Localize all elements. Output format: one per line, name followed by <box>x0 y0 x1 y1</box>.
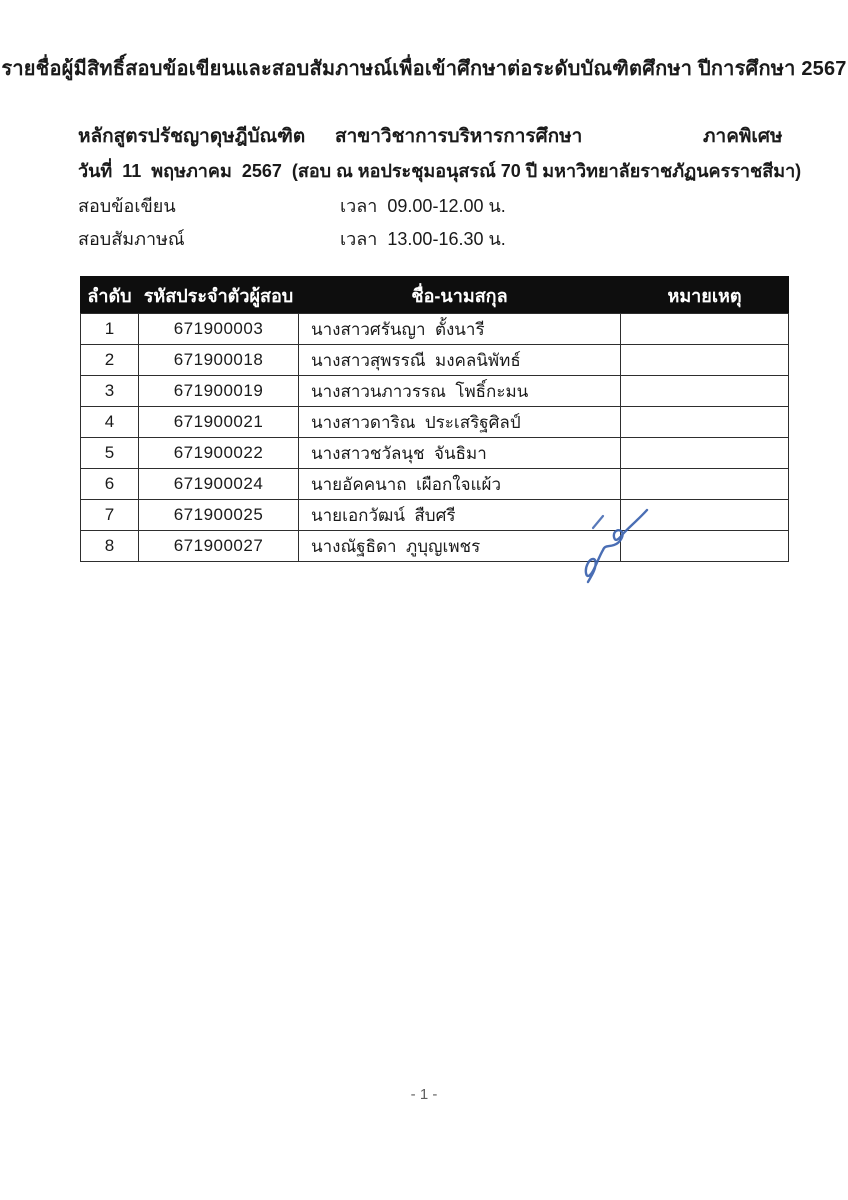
session-type: ภาคพิเศษ <box>703 126 783 147</box>
table-row <box>81 407 789 438</box>
course-line <box>0 121 848 147</box>
examinee-id: 671900027 <box>139 531 299 562</box>
row-number: 6 <box>81 469 139 500</box>
row-number: 7 <box>81 500 139 531</box>
header-no: ลำดับ <box>81 277 139 314</box>
written-exam-line <box>0 191 848 215</box>
examinee-name: นางสาวชวัลนุช จันธิมา <box>299 438 621 469</box>
note-cell <box>621 500 789 531</box>
examinee-name: นายเอกวัฒน์ สืบศรี <box>299 500 621 531</box>
table-row <box>81 438 789 469</box>
table-row <box>81 531 789 562</box>
header-examinee-id: รหัสประจำตัวผู้สอบ <box>139 277 299 314</box>
interview-label: สอบสัมภาษณ์ <box>78 229 185 249</box>
row-number: 2 <box>81 345 139 376</box>
examinee-id: 671900018 <box>139 345 299 376</box>
header-name: ชื่อ-นามสกุล <box>299 277 621 314</box>
exam-table-body <box>81 314 789 562</box>
note-cell <box>621 531 789 562</box>
interview-exam-line <box>0 224 848 248</box>
note-cell <box>621 438 789 469</box>
note-cell <box>621 407 789 438</box>
exam-date-line: วันที่ 11 พฤษภาคม 2567 (สอบ ณ หอประชุมอนุสรณ์ 70 ปี มหาวิทยาลัยราชภัฏนครราชสีมา) <box>78 161 802 181</box>
header-note: หมายเหตุ <box>621 277 789 314</box>
examinee-table <box>80 276 789 562</box>
table-row <box>81 500 789 531</box>
examinee-id: 671900024 <box>139 469 299 500</box>
examinee-name: นางสาวนภาวรรณ โพธิ์กะมน <box>299 376 621 407</box>
row-number: 1 <box>81 314 139 345</box>
row-number: 8 <box>81 531 139 562</box>
note-cell <box>621 376 789 407</box>
program-name: หลักสูตรปรัชญาดุษฎีบัณฑิต <box>78 126 306 147</box>
table-row <box>81 469 789 500</box>
table-row <box>81 314 789 345</box>
examinee-name: นางสาวศรันญา ตั้งนารี <box>299 314 621 345</box>
examinee-id: 671900019 <box>139 376 299 407</box>
examinee-name: นางสาวสุพรรณี มงคลนิพัทธ์ <box>299 345 621 376</box>
written-exam-label: สอบข้อเขียน <box>78 196 176 216</box>
note-cell <box>621 314 789 345</box>
major-name: สาขาวิชาการบริหารการศึกษา <box>335 126 583 147</box>
interview-time: เวลา 13.00-16.30 น. <box>340 229 506 249</box>
examinee-name: นายอัคคนาถ เผือกใจแผ้ว <box>299 469 621 500</box>
examinee-name: นางณัฐธิดา ภูบุญเพชร <box>299 531 621 562</box>
examinee-id: 671900025 <box>139 500 299 531</box>
document-title: รายชื่อผู้มีสิทธิ์สอบข้อเขียนและสอบสัมภาษณ์เพื่อเข้าศึกษาต่อระดับบัณฑิตศึกษา ปีการศึกษา 2567 <box>1 58 847 80</box>
row-number: 4 <box>81 407 139 438</box>
page-number: - 1 - <box>410 1086 438 1103</box>
row-number: 3 <box>81 376 139 407</box>
examinee-id: 671900022 <box>139 438 299 469</box>
table-row <box>81 345 789 376</box>
examinee-name: นางสาวดาริณ ประเสริฐศิลป์ <box>299 407 621 438</box>
note-cell <box>621 345 789 376</box>
examinee-id: 671900003 <box>139 314 299 345</box>
table-row <box>81 376 789 407</box>
note-cell <box>621 469 789 500</box>
examinee-id: 671900021 <box>139 407 299 438</box>
table-header-row <box>81 277 789 314</box>
row-number: 5 <box>81 438 139 469</box>
written-exam-time: เวลา 09.00-12.00 น. <box>340 196 506 216</box>
